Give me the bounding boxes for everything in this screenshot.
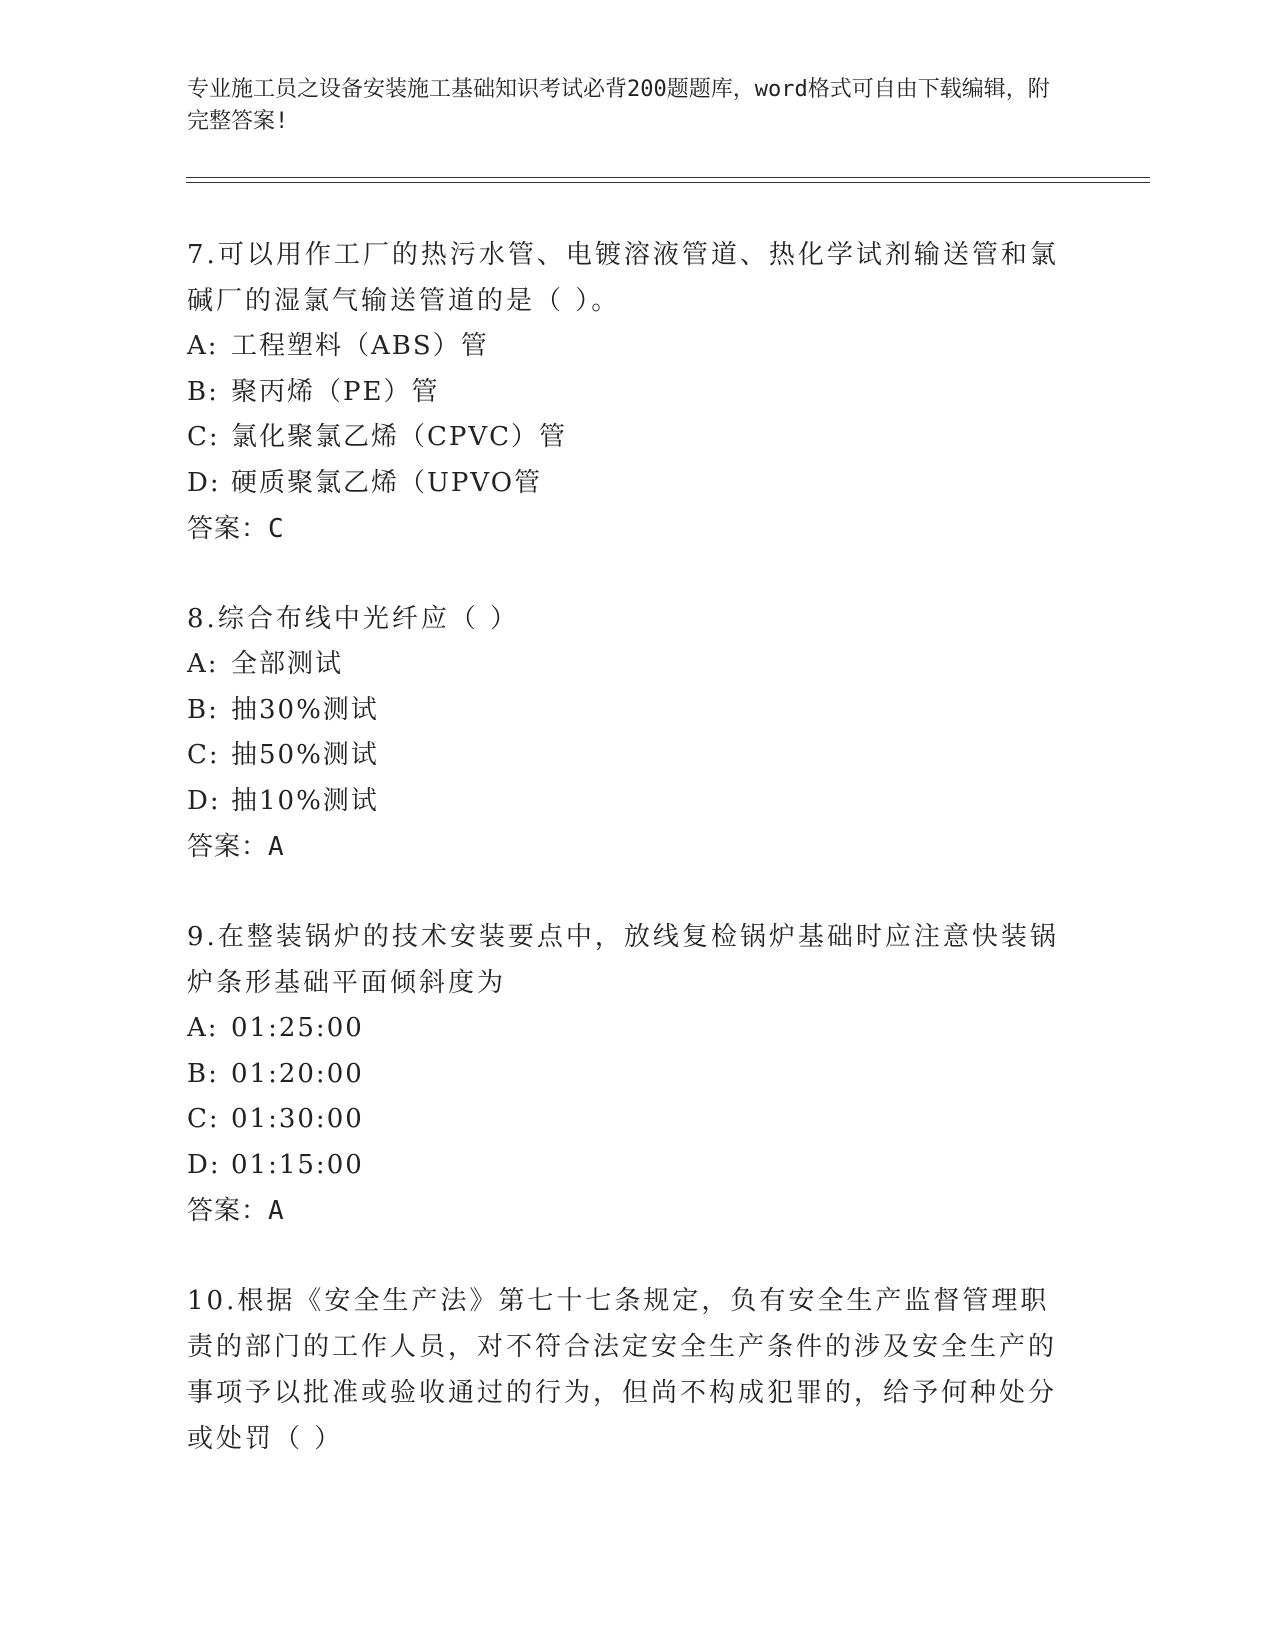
option-letter: C: [187, 422, 220, 452]
question-8 [187, 596, 1067, 870]
option-text: 01:30:00 [231, 1104, 364, 1134]
answer-line: 答案：A [187, 1196, 285, 1226]
option-letter: C: [187, 1104, 220, 1134]
option-letter: D: [187, 785, 221, 816]
question-number: 9. [187, 922, 218, 952]
option-a [187, 324, 1067, 370]
option-letter: B: [187, 1058, 219, 1089]
option-c [187, 733, 1067, 779]
answer-line: 答案：C [187, 514, 285, 544]
question-9 [187, 914, 1067, 1234]
question-stem [187, 1278, 1067, 1462]
option-letter: D: [187, 467, 221, 498]
question-number: 8. [187, 604, 218, 634]
option-a [187, 1006, 1067, 1052]
option-text: 聚丙烯（PE）管 [231, 376, 440, 407]
option-text: 工程塑料（ABS）管 [231, 331, 489, 361]
option-b [187, 370, 1067, 416]
option-letter: B: [187, 376, 219, 407]
option-b [187, 688, 1067, 734]
option-letter: A: [187, 649, 219, 679]
option-text: 抽10%测试 [231, 785, 379, 816]
question-stem [187, 232, 1067, 324]
answer-line: 答案：A [187, 832, 285, 862]
option-text: 01:25:00 [231, 1013, 364, 1043]
question-number: 10. [187, 1286, 238, 1316]
question-stem [187, 596, 1067, 642]
header-divider-secondary [186, 182, 1150, 183]
header-divider [186, 177, 1150, 178]
question-text: 综合布线中光纤应（ ） [217, 604, 520, 634]
question-text: 根据《安全生产法》第七十七条规定，负有安全生产监督管理职责的部门的工作人员，对不符合法定安全生产条件的涉及安全生产的事项予以批准或验收通过的行为，但尚不构成犯罪的，给予何种处分或处罚（ ） [187, 1286, 1058, 1454]
option-text: 全部测试 [231, 649, 344, 679]
option-letter: A: [187, 331, 219, 361]
question-stem [187, 914, 1067, 1006]
option-letter: B: [187, 694, 219, 725]
option-text: 硬质聚氯乙烯（UPVO管 [231, 467, 543, 498]
question-7 [187, 232, 1067, 552]
option-text: 抽30%测试 [231, 694, 379, 725]
question-text: 在整装锅炉的技术安装要点中，放线复检锅炉基础时应注意快装锅炉条形基础平面倾斜度为 [187, 922, 1059, 998]
option-text: 氯化聚氯乙烯（CPVC）管 [231, 422, 568, 452]
question-text: 可以用作工厂的热污水管、电镀溶液管道、热化学试剂输送管和氯碱厂的湿氯气输送管道的是（ ）。 [187, 240, 1059, 316]
option-text: 抽50%测试 [231, 740, 379, 770]
option-d [187, 779, 1067, 825]
option-b [187, 1052, 1067, 1098]
option-text: 01:15:00 [231, 1149, 364, 1180]
option-d [187, 461, 1067, 507]
question-number: 7. [187, 240, 218, 270]
option-letter: A: [187, 1013, 219, 1043]
option-c [187, 1097, 1067, 1143]
option-letter: C: [187, 740, 220, 770]
option-text: 01:20:00 [231, 1058, 364, 1089]
question-10 [187, 1278, 1067, 1462]
document-header: 专业施工员之设备安装施工基础知识考试必背200题题库，word格式可自由下载编辑，附完整答案! [187, 77, 1050, 134]
option-a [187, 642, 1067, 688]
option-letter: D: [187, 1149, 221, 1180]
option-c [187, 415, 1067, 461]
option-d [187, 1143, 1067, 1189]
